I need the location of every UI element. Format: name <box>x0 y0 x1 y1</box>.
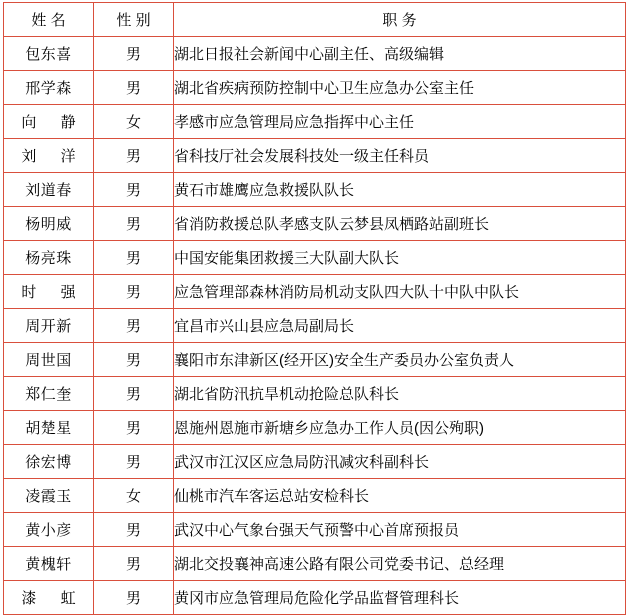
table-row <box>4 547 626 581</box>
cell-gender: 男 <box>94 377 174 411</box>
cell-title: 宜昌市兴山县应急局副局长 <box>174 309 626 343</box>
cell-title: 武汉中心气象台强天气预警中心首席预报员 <box>174 513 626 547</box>
cell-name: 凌霞玉 <box>4 479 94 513</box>
cell-gender: 男 <box>94 547 174 581</box>
table-row <box>4 139 626 173</box>
cell-name: 徐宏博 <box>4 445 94 479</box>
cell-gender: 女 <box>94 105 174 139</box>
cell-title: 省消防救援总队孝感支队云梦县凤栖路站副班长 <box>174 207 626 241</box>
cell-gender: 男 <box>94 71 174 105</box>
cell-name: 刘道春 <box>4 173 94 207</box>
table-row <box>4 309 626 343</box>
table-row <box>4 377 626 411</box>
table-row <box>4 37 626 71</box>
table-row <box>4 275 626 309</box>
cell-name: 周世国 <box>4 343 94 377</box>
cell-gender: 男 <box>94 309 174 343</box>
cell-gender: 男 <box>94 139 174 173</box>
table-row <box>4 581 626 615</box>
cell-gender: 男 <box>94 513 174 547</box>
cell-gender: 男 <box>94 411 174 445</box>
cell-gender: 男 <box>94 173 174 207</box>
cell-name: 邢学森 <box>4 71 94 105</box>
table-row <box>4 343 626 377</box>
cell-title: 恩施州恩施市新塘乡应急办工作人员(因公殉职) <box>174 411 626 445</box>
cell-gender: 男 <box>94 343 174 377</box>
cell-name: 周开新 <box>4 309 94 343</box>
cell-title: 武汉市江汉区应急局防汛减灾科副科长 <box>174 445 626 479</box>
cell-gender: 男 <box>94 241 174 275</box>
cell-name: 黄槐轩 <box>4 547 94 581</box>
table-row <box>4 513 626 547</box>
table-row <box>4 207 626 241</box>
person-table <box>3 2 626 615</box>
cell-title: 湖北省疾病预防控制中心卫生应急办公室主任 <box>174 71 626 105</box>
cell-title: 省科技厅社会发展科技处一级主任科员 <box>174 139 626 173</box>
cell-title: 应急管理部森林消防局机动支队四大队十中队中队长 <box>174 275 626 309</box>
cell-name: 漆 虹 <box>4 581 94 615</box>
cell-title: 孝感市应急管理局应急指挥中心主任 <box>174 105 626 139</box>
cell-gender: 女 <box>94 479 174 513</box>
table-row <box>4 445 626 479</box>
table-body <box>4 37 626 615</box>
cell-name: 杨明威 <box>4 207 94 241</box>
cell-name: 时 强 <box>4 275 94 309</box>
table-row <box>4 71 626 105</box>
cell-name: 向 静 <box>4 105 94 139</box>
cell-title: 仙桃市汽车客运总站安检科长 <box>174 479 626 513</box>
cell-name: 包东喜 <box>4 37 94 71</box>
cell-gender: 男 <box>94 207 174 241</box>
table-row <box>4 411 626 445</box>
table-row <box>4 241 626 275</box>
cell-title: 湖北日报社会新闻中心副主任、高级编辑 <box>174 37 626 71</box>
cell-title: 湖北省防汛抗旱机动抢险总队科长 <box>174 377 626 411</box>
cell-gender: 男 <box>94 37 174 71</box>
column-header-gender: 性 别 <box>94 3 174 37</box>
table-row <box>4 479 626 513</box>
cell-name: 刘 洋 <box>4 139 94 173</box>
cell-title: 黄石市雄鹰应急救援队队长 <box>174 173 626 207</box>
cell-name: 郑仁奎 <box>4 377 94 411</box>
cell-gender: 男 <box>94 445 174 479</box>
cell-gender: 男 <box>94 581 174 615</box>
cell-name: 黄小彦 <box>4 513 94 547</box>
cell-name: 杨亮珠 <box>4 241 94 275</box>
cell-gender: 男 <box>94 275 174 309</box>
cell-title: 湖北交投襄神高速公路有限公司党委书记、总经理 <box>174 547 626 581</box>
column-header-name: 姓 名 <box>4 3 94 37</box>
cell-title: 黄冈市应急管理局危险化学品监督管理科长 <box>174 581 626 615</box>
cell-name: 胡楚星 <box>4 411 94 445</box>
column-header-title: 职 务 <box>174 3 626 37</box>
cell-title: 中国安能集团救援三大队副大队长 <box>174 241 626 275</box>
table-header-row <box>4 3 626 37</box>
cell-title: 襄阳市东津新区(经开区)安全生产委员办公室负责人 <box>174 343 626 377</box>
table-header <box>4 3 626 37</box>
table-row <box>4 105 626 139</box>
table-row <box>4 173 626 207</box>
